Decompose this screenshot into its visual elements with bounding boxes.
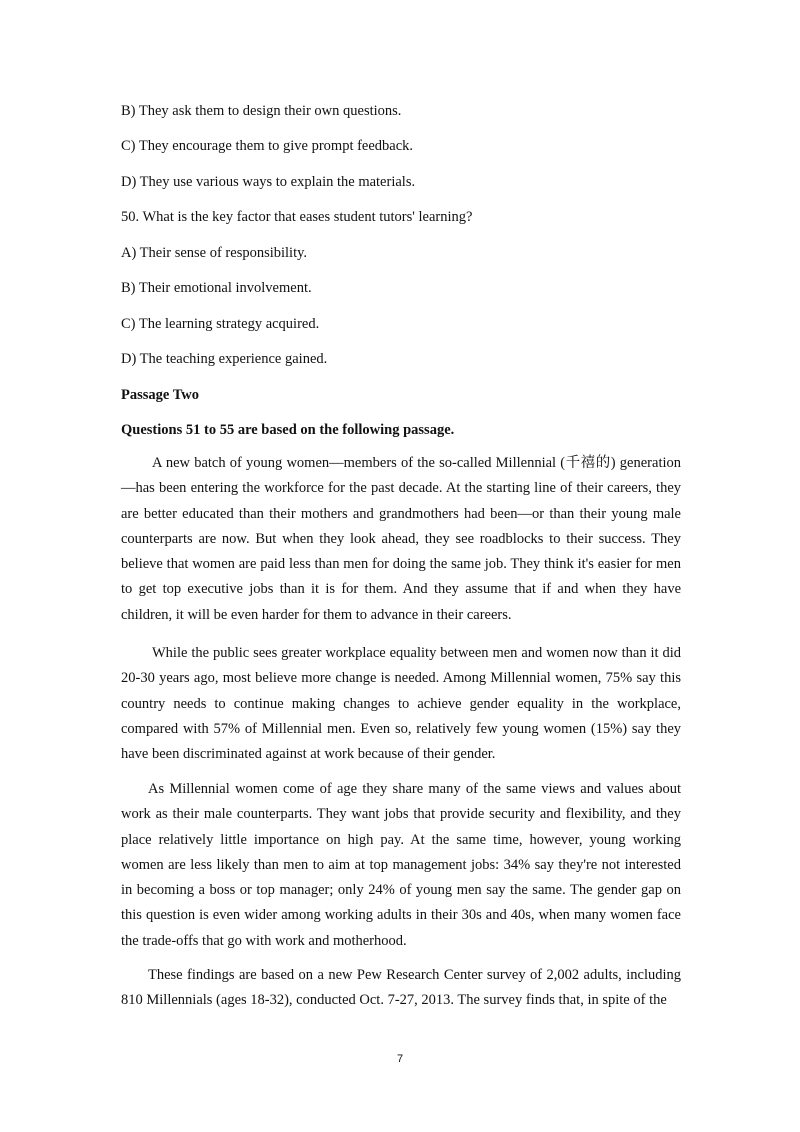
passage-paragraph: These findings are based on a new Pew Research Center survey of 2,002 adults, including 810 Millennials (ages 18-32), conducted Oct. 7-27, 2013. The survey finds that, in spite of the xyxy=(121,967,681,1009)
q50-option-c: C) The learning strategy acquired. xyxy=(121,316,320,332)
q50-option-a: A) Their sense of responsibility. xyxy=(121,245,308,261)
q50-question: 50. What is the key factor that eases student tutors' learning? xyxy=(121,209,473,225)
passage-instruction: Questions 51 to 55 are based on the following passage. xyxy=(121,422,455,438)
page-number: 7 xyxy=(396,1053,404,1065)
passage-paragraph: While the public sees greater workplace equality between men and women now than it did 20-30 years ago, most believe more change is needed. Among Millennial women, 75% say this country needs to continue making changes to achieve gender equality in the workplace, compared with 57% of Millennial men. Even so, relatively few young women (15%) say they have been discriminated against at work because of their gender. xyxy=(121,645,681,763)
q49-option-b: B) They ask them to design their own questions. xyxy=(121,103,402,119)
q49-option-d: D) They use various ways to explain the materials. xyxy=(121,174,416,190)
passage-paragraph: A new batch of young women—members of the so-called Millennial (千禧的) generation—has been entering the workforce for the past decade. At the starting line of their careers, they are better educated than their mothers and grandmothers had been—or than their young male counterparts are now. But when they look ahead, they see roadblocks to their success. They believe that women are paid less than men for doing the same job. They think it's easier for men to get top executive jobs than it is for them. And they assume that if and when they have children, it will be even harder for them to advance in their careers. xyxy=(121,455,681,623)
q50-option-d: D) The teaching experience gained. xyxy=(121,351,328,367)
passage-title: Passage Two xyxy=(121,387,200,403)
q49-option-c: C) They encourage them to give prompt feedback. xyxy=(121,138,414,154)
q50-option-b: B) Their emotional involvement. xyxy=(121,280,312,296)
passage-paragraph: As Millennial women come of age they share many of the same views and values about work as their male counterparts. They want jobs that provide security and flexibility, and they place relatively little importance on high pay. At the same time, however, young working women are less likely than men to aim at top management jobs: 34% say they're not interested in becoming a boss or top manager; only 24% of young men say the same. The gender gap on this question is even wider among working adults in their 30s and 40s, when many women face the trade-offs that go with work and motherhood. xyxy=(121,781,681,949)
